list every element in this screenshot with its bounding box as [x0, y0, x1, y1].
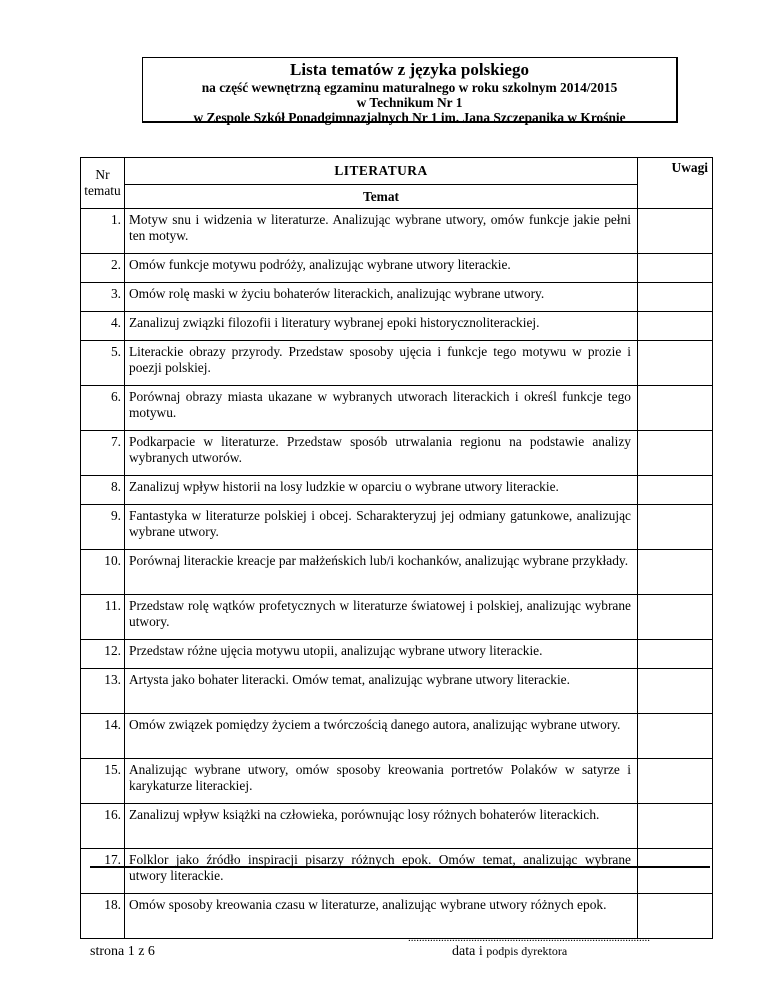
nr-column-header: [81, 158, 125, 209]
tematu-label: tematu: [84, 183, 121, 198]
topics-table: [80, 157, 713, 939]
topic-text: Zanalizuj wpływ historii na losy ludzkie w oparciu o wybrane utwory literackie.: [125, 476, 638, 505]
topic-number: 2.: [81, 254, 125, 283]
topic-text: Omów funkcje motywu podróży, analizując wybrane utwory literackie.: [125, 254, 638, 283]
topic-row: [81, 476, 713, 505]
topic-notes-cell: [638, 209, 713, 254]
topic-number: 10.: [81, 550, 125, 595]
topic-text: Omów związek pomiędzy życiem a twórczością danego autora, analizując wybrane utwory.: [125, 714, 638, 759]
nr-label: Nr: [95, 167, 110, 182]
topic-row: [81, 640, 713, 669]
topic-number: 18.: [81, 894, 125, 939]
topic-row: [81, 550, 713, 595]
topic-text: Zanalizuj związki filozofii i literatury wybranej epoki historycznoliterackiej.: [125, 312, 638, 341]
table-subheader-row: [81, 185, 713, 209]
footer-divider: [90, 866, 710, 868]
topic-notes-cell: [638, 640, 713, 669]
topic-number: 12.: [81, 640, 125, 669]
table-header-row: [81, 158, 713, 185]
section-title: LITERATURA: [125, 158, 638, 185]
topic-row: [81, 714, 713, 759]
topic-text: Omów rolę maski w życiu bohaterów literackich, analizując wybrane utwory.: [125, 283, 638, 312]
topic-notes-cell: [638, 283, 713, 312]
signature-line: ........................................................................................: [408, 932, 650, 944]
topic-notes-cell: [638, 312, 713, 341]
topic-number: 9.: [81, 505, 125, 550]
topic-text: Literackie obrazy przyrody. Przedstaw sposoby ujęcia i funkcje tego motywu w prozie i poezji polskiej.: [125, 341, 638, 386]
topic-text: Przedstaw rolę wątków profetycznych w literaturze światowej i polskiej, analizując wybrane utwory.: [125, 595, 638, 640]
topic-notes-cell: [638, 476, 713, 505]
signature-director-label: podpis dyrektora: [486, 944, 568, 958]
header-line-3: w Zespole Szkół Ponadgimnazjalnych Nr 1 im. Jana Szczepanika w Krośnie: [193, 110, 626, 125]
topic-notes-cell: [638, 849, 713, 894]
topic-notes-cell: [638, 804, 713, 849]
topic-text: Artysta jako bohater literacki. Omów temat, analizując wybrane utwory literackie.: [125, 669, 638, 714]
topic-text: Folklor jako źródło inspiracji pisarzy różnych epok. Omów temat, analizując wybrane utwory literackie.: [125, 849, 638, 894]
topic-notes-cell: [638, 669, 713, 714]
topic-text: Przedstaw różne ujęcia motywu utopii, analizując wybrane utwory literackie.: [125, 640, 638, 669]
topic-notes-cell: [638, 386, 713, 431]
topic-text: Analizując wybrane utwory, omów sposoby kreowania portretów Polaków w satyrze i karykaturze literackiej.: [125, 759, 638, 804]
topic-text: Porównaj literackie kreacje par małżeńskich lub/i kochanków, analizując wybrane przykłady.: [125, 550, 638, 595]
topic-notes-cell: [638, 254, 713, 283]
topic-row: [81, 341, 713, 386]
topic-notes-cell: [638, 431, 713, 476]
topic-row: [81, 759, 713, 804]
signature-date-label: data i: [452, 944, 487, 959]
topic-number: 6.: [81, 386, 125, 431]
topic-row: [81, 431, 713, 476]
topic-number: 1.: [81, 209, 125, 254]
topic-row: [81, 386, 713, 431]
topic-column-header: Temat: [125, 185, 638, 209]
topic-row: [81, 849, 713, 894]
topic-row: [81, 209, 713, 254]
topic-text: Podkarpacie w literaturze. Przedstaw sposób utrwalania regionu na podstawie analizy wybranych utworów.: [125, 431, 638, 476]
topic-row: [81, 505, 713, 550]
topic-notes-cell: [638, 595, 713, 640]
topic-text: Zanalizuj wpływ książki na człowieka, porównując losy różnych bohaterów literackich.: [125, 804, 638, 849]
topic-text: Omów sposoby kreowania czasu w literaturze, analizując wybrane utwory różnych epok.: [125, 894, 638, 939]
topic-row: [81, 312, 713, 341]
topic-number: 11.: [81, 595, 125, 640]
topic-text: Porównaj obrazy miasta ukazane w wybranych utworach literackich i określ funkcje tego motywu.: [125, 386, 638, 431]
topic-number: 5.: [81, 341, 125, 386]
topic-notes-cell: [638, 759, 713, 804]
topic-number: 3.: [81, 283, 125, 312]
topic-row: [81, 283, 713, 312]
topic-number: 7.: [81, 431, 125, 476]
topic-number: 17.: [81, 849, 125, 894]
topic-row: [81, 804, 713, 849]
topic-row: [81, 254, 713, 283]
topic-text: Fantastyka w literaturze polskiej i obcej. Scharakteryzuj jej odmiany gatunkowe, analizując wybrane utwory.: [125, 505, 638, 550]
header-line-1: na część wewnętrzną egzaminu maturalnego w roku szkolnym 2014/2015: [201, 80, 618, 95]
topic-notes-cell: [638, 505, 713, 550]
page-number: strona 1 z 6: [90, 944, 155, 959]
topic-number: 13.: [81, 669, 125, 714]
topic-number: 15.: [81, 759, 125, 804]
topic-notes-cell: [638, 341, 713, 386]
header-line-2: w Technikum Nr 1: [356, 95, 463, 110]
notes-column-header: Uwagi: [638, 158, 713, 209]
topic-number: 16.: [81, 804, 125, 849]
document-title: Lista tematów z języka polskiego: [290, 60, 529, 79]
topic-notes-cell: [638, 714, 713, 759]
topic-number: 4.: [81, 312, 125, 341]
topic-number: 14.: [81, 714, 125, 759]
topic-notes-cell: [638, 550, 713, 595]
topic-row: [81, 669, 713, 714]
topic-number: 8.: [81, 476, 125, 505]
signature-caption: [452, 944, 567, 960]
topic-row: [81, 595, 713, 640]
topic-text: Motyw snu i widzenia w literaturze. Analizując wybrane utwory, omów funkcje jakie pełni ten motyw.: [125, 209, 638, 254]
document-header: [142, 57, 678, 123]
